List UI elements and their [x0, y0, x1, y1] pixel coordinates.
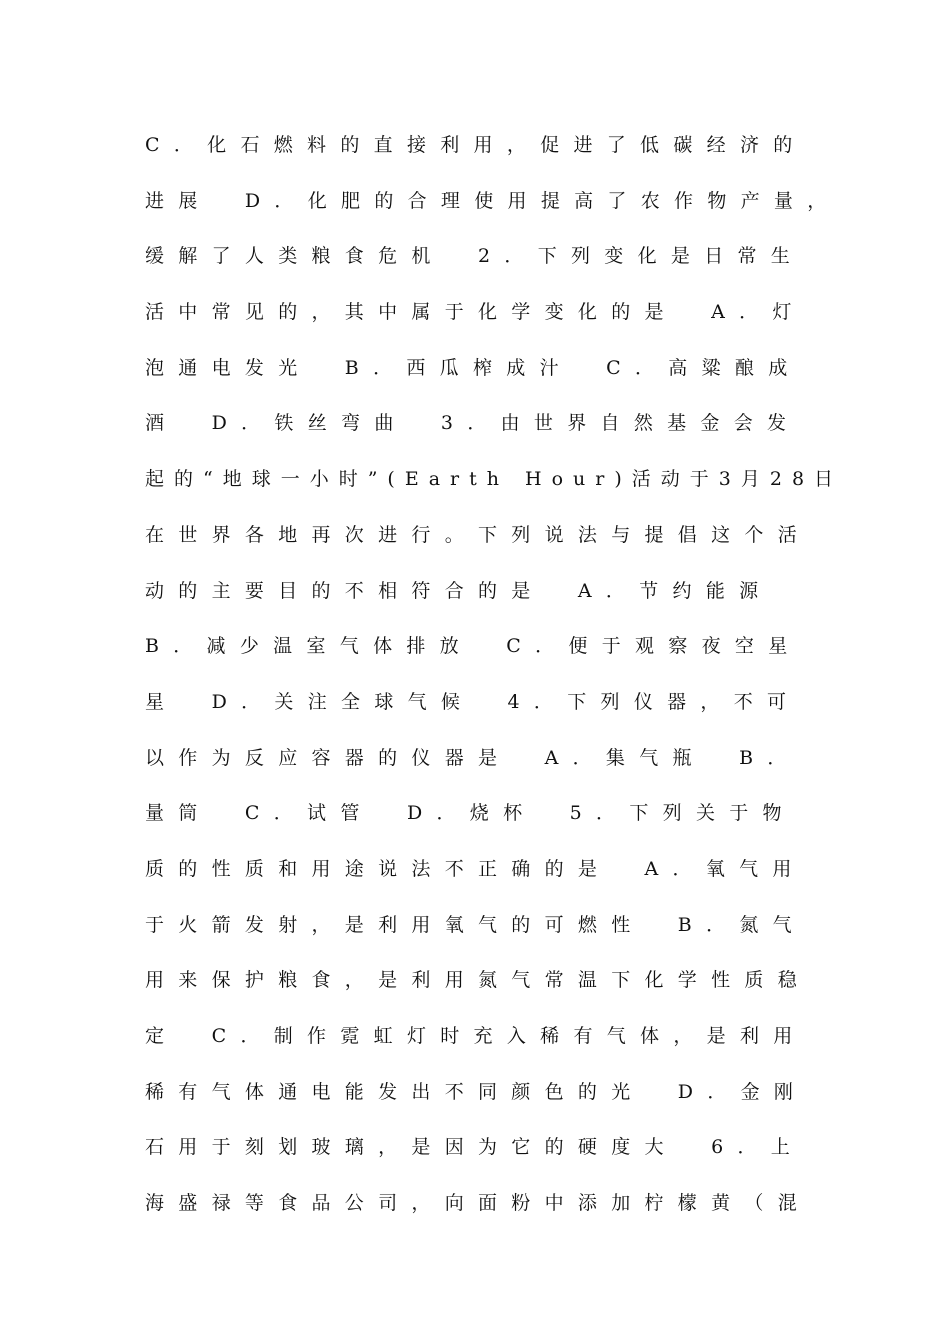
- text-line: 活中常见的，其中属于化学变化的是 A．灯: [145, 301, 806, 324]
- text-line: 于火箭发射，是利用氧气的可燃性 B．氮气: [145, 913, 806, 936]
- text-line: 稀有气体通电能发出不同颜色的光 D．金刚: [145, 1080, 808, 1103]
- text-line: 星 D．关注全球气候 4．下列仪器，不可: [145, 690, 801, 713]
- text-line: 起的“地球一小时”(Earth Hour)活动于3月28日: [145, 468, 844, 491]
- text-line: 在世界各地再次进行。下列说法与提倡这个活: [145, 523, 812, 546]
- text-line: 以作为反应容器的仪器是 A．集气瓶 B．: [145, 746, 801, 769]
- text-line: 量筒 C．试管 D．烧杯 5．下列关于物: [145, 802, 796, 825]
- text-line: 缓解了人类粮食危机 2．下列变化是日常生: [145, 245, 805, 268]
- text-line: 质的性质和用途说法不正确的是 A．氧气用: [145, 857, 806, 880]
- text-line: 定 C．制作霓虹灯时充入稀有气体，是利用: [145, 1025, 807, 1047]
- text-line: B．减少温室气体排放 C．便于观察夜空星: [145, 635, 802, 658]
- document-text-body: [145, 126, 844, 1240]
- text-line: 泡通电发光 B．西瓜榨成汁 C．高粱酿成: [145, 356, 802, 379]
- text-line: 进展 D．化肥的合理使用提高了农作物产量，: [145, 189, 841, 212]
- text-line: 海盛禄等食品公司，向面粉中添加柠檬黄（混: [145, 1192, 812, 1215]
- text-line: 酒 D．铁丝弯曲 3．由世界自然基金会发: [145, 412, 801, 435]
- text-line: C．化石燃料的直接利用，促进了低碳经济的: [145, 134, 807, 156]
- text-line: 石用于刻划玻璃，是因为它的硬度大 6．上: [145, 1136, 805, 1159]
- text-line: 用来保护粮食，是利用氮气常温下化学性质稳: [145, 969, 812, 992]
- text-line: 动的主要目的不相符合的是 A．节约能源: [145, 579, 773, 602]
